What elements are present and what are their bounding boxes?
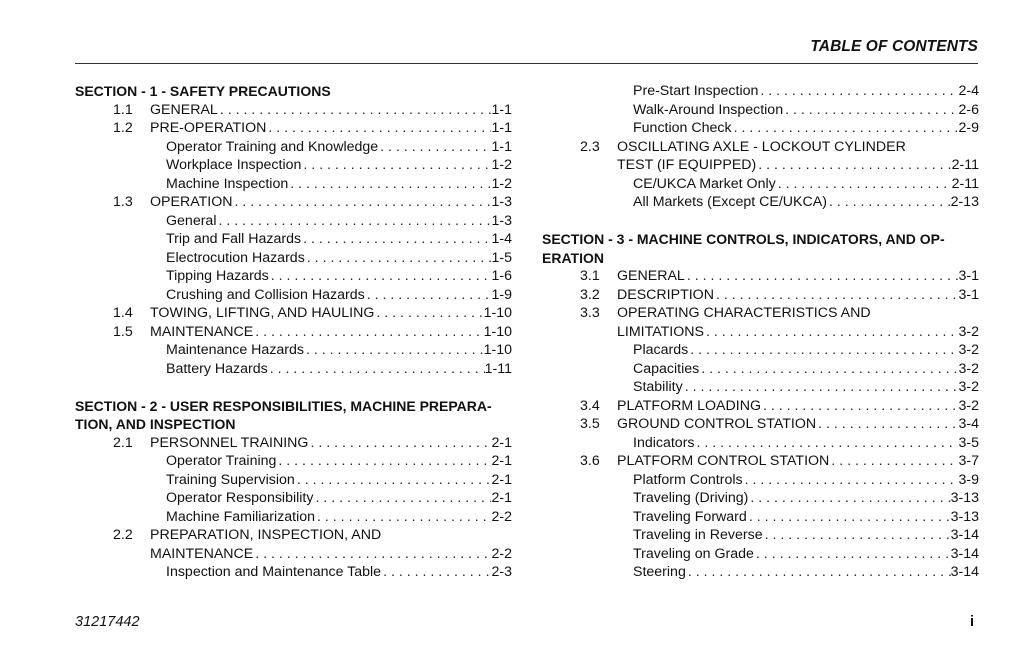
toc-entry-number: 3.3 [580, 305, 600, 321]
toc-entry-body [633, 82, 979, 101]
toc-entry-page: 2-1 [491, 453, 512, 469]
toc-entry-body [633, 563, 979, 582]
toc-entry-body [150, 545, 512, 564]
toc-entry-body [166, 286, 512, 305]
dot-leader [218, 101, 492, 120]
toc-entry-title: Maintenance Hazards [166, 342, 305, 358]
toc-entry-page: 3-2 [958, 360, 979, 377]
toc-entry-page: 2-1 [491, 434, 512, 451]
toc-entry-page: 3-2 [958, 379, 979, 395]
dot-leader [683, 378, 959, 397]
section-2-heading[interactable] [75, 397, 512, 434]
toc-entry-title: OSCILLATING AXLE - LOCKOUT CYLINDER [617, 138, 906, 155]
toc-entry-title: Stability [633, 379, 683, 395]
toc-entry-page: 3-9 [958, 471, 979, 488]
toc-entry-number: 1.2 [113, 120, 133, 136]
toc-entry[interactable] [542, 304, 979, 323]
dot-leader [695, 434, 959, 453]
toc-entry-title: Traveling in Reverse [633, 527, 763, 543]
toc-entry-body [166, 138, 512, 157]
toc-entry[interactable] [75, 545, 512, 564]
toc-entry-title: PERSONNEL TRAINING [150, 434, 309, 451]
toc-entry-body [633, 545, 979, 564]
toc-entry[interactable] [75, 434, 512, 453]
toc-entry-body [617, 323, 979, 342]
toc-entry[interactable] [542, 267, 979, 286]
toc-entry-title: PRE-OPERATION [150, 120, 267, 136]
toc-entry-page: 2-2 [491, 545, 512, 562]
toc-entry[interactable] [75, 304, 512, 323]
toc-entry-body [166, 508, 512, 527]
dot-leader [315, 508, 491, 527]
toc-entry[interactable] [542, 415, 979, 434]
toc-entry-body [166, 452, 512, 471]
dot-leader [748, 489, 950, 508]
page-number: i [969, 614, 974, 630]
toc-entry-page: 2-2 [491, 508, 512, 525]
toc-entry-title: Crushing and Collision Hazards [166, 286, 365, 303]
toc-entry-body [633, 101, 979, 120]
toc-entry-page: 3-5 [958, 434, 979, 451]
toc-entry-title: Capacities [633, 360, 700, 377]
toc-entry-number: 3.4 [580, 397, 600, 414]
dot-leader [829, 452, 958, 471]
toc-entry-title: Trip and Fall Hazards [166, 231, 302, 247]
dot-leader [308, 434, 491, 453]
toc-entry[interactable] [542, 397, 979, 416]
toc-entry-page: 3-1 [958, 268, 979, 284]
toc-entry-page: 3-2 [958, 342, 979, 358]
dot-leader [761, 397, 958, 416]
dot-leader [758, 82, 958, 101]
toc-entry-page: 3-2 [958, 397, 979, 414]
toc-entry-body [617, 397, 979, 416]
dot-leader [216, 212, 491, 231]
toc-entry-title: Machine Familiarization [166, 508, 316, 525]
dot-leader [301, 230, 491, 249]
toc-entry-page: 3-14 [950, 545, 979, 562]
toc-entry[interactable] [542, 545, 979, 564]
document-number: 31217442 [75, 614, 140, 630]
toc-entry-body [150, 193, 512, 212]
toc-entry[interactable] [75, 267, 512, 286]
section-3-heading[interactable] [542, 230, 979, 267]
dot-leader [313, 489, 491, 508]
toc-entry-title: OPERATION [150, 194, 233, 210]
toc-entry-body [166, 175, 512, 194]
toc-entry-body [150, 434, 512, 453]
toc-entry-title: All Markets (Except CE/UKCA) [633, 194, 827, 210]
section-3-entries [542, 267, 979, 582]
section-3-heading-line1: SECTION - 3 - MACHINE CONTROLS, INDICATORS, AND OP- [542, 231, 945, 247]
toc-entry-number: 3.5 [580, 416, 600, 432]
toc-entry[interactable] [75, 119, 512, 138]
toc-entry-title: Steering [633, 564, 686, 580]
toc-entry[interactable] [75, 193, 512, 212]
toc-entry-page: 3-13 [950, 508, 979, 525]
toc-entry-page: 1-1 [491, 138, 512, 155]
toc-entry-body [633, 434, 979, 453]
toc-entry-title: Function Check [633, 120, 732, 136]
toc-entry-title: Platform Controls [633, 471, 743, 488]
toc-entry-page: 1-3 [491, 212, 512, 229]
dot-leader [732, 119, 959, 138]
section-2-entries [75, 434, 512, 582]
dot-leader [295, 471, 492, 490]
toc-entry[interactable] [542, 286, 979, 305]
toc-entry-number: 1.5 [113, 323, 133, 340]
toc-entry-body [633, 119, 979, 138]
section-3-heading-line2: ERATION [542, 249, 604, 266]
section-1-heading[interactable]: SECTION - 1 - SAFETY PRECAUTIONS [75, 83, 331, 99]
toc-entry-title: CE/UKCA Market Only [633, 175, 776, 192]
toc-entry-title: Training Supervision [166, 471, 295, 488]
toc-entry[interactable] [542, 471, 979, 490]
toc-entry-title: Electrocution Hazards [166, 249, 305, 266]
dot-leader [266, 119, 491, 138]
dot-leader [374, 304, 483, 323]
toc-entry[interactable] [75, 230, 512, 249]
toc-entry-title: PLATFORM CONTROL STATION [617, 453, 830, 469]
toc-entry-page: 2-4 [958, 83, 979, 99]
toc-entry-title: PLATFORM LOADING [617, 397, 761, 414]
toc-entry-number: 1.3 [113, 194, 133, 210]
toc-entry[interactable] [75, 563, 512, 582]
toc-entry-title: GENERAL [617, 268, 685, 284]
toc-entry[interactable] [542, 378, 979, 397]
dot-leader [827, 193, 951, 212]
dot-leader [783, 101, 958, 120]
dot-leader [253, 323, 483, 342]
toc-entry-body [166, 156, 512, 175]
toc-entry-body [166, 563, 512, 582]
toc-entry-page: 1-10 [483, 305, 512, 321]
dot-leader [743, 471, 959, 490]
toc-entry[interactable] [542, 101, 979, 120]
toc-entry-title: Pre-Start Inspection [633, 83, 759, 99]
toc-entry-title: MAINTENANCE [150, 323, 254, 340]
dot-leader [378, 138, 491, 157]
toc-entry[interactable] [75, 471, 512, 490]
dot-leader [233, 193, 492, 212]
toc-entry-page: 1-2 [491, 157, 512, 173]
toc-entry[interactable] [542, 563, 979, 582]
toc-entry[interactable] [542, 341, 979, 360]
toc-entry-page: 2-6 [958, 101, 979, 118]
toc-entry[interactable] [542, 452, 979, 471]
dot-leader [776, 175, 952, 194]
toc-entry-title: MAINTENANCE [150, 545, 254, 562]
toc-entry-body [150, 101, 512, 120]
toc-entry-number: 2.1 [113, 434, 133, 451]
toc-entry[interactable] [75, 138, 512, 157]
toc-entry-title: Traveling Forward [633, 508, 747, 525]
toc-entry-title: Walk-Around Inspection [633, 101, 784, 118]
toc-entry-body [633, 341, 979, 360]
toc-entry-number: 3.1 [580, 268, 600, 284]
toc-entry-number: 1.4 [113, 305, 133, 321]
toc-entry-page: 1-2 [491, 175, 512, 192]
toc-entry-page: 3-2 [958, 323, 979, 340]
toc-entry-title: Traveling (Driving) [633, 490, 749, 506]
dot-leader [763, 526, 951, 545]
toc-entry-page: 1-9 [491, 286, 512, 303]
dot-leader [685, 267, 959, 286]
dot-leader [714, 286, 959, 305]
section-2-heading-line1: SECTION - 2 - USER RESPONSIBILITIES, MACHINE PREPARA- [75, 397, 492, 414]
toc-entry-page: 1-6 [491, 268, 512, 284]
toc-entry-body [166, 230, 512, 249]
toc-entry[interactable] [542, 434, 979, 453]
toc-entry-title: TOWING, LIFTING, AND HAULING [150, 305, 375, 321]
toc-entry[interactable] [542, 323, 979, 342]
toc-entry-page: 2-13 [950, 194, 979, 210]
toc-entry-body [633, 508, 979, 527]
dot-leader [301, 156, 491, 175]
dot-leader [686, 563, 951, 582]
toc-entry[interactable] [542, 138, 979, 157]
toc-entry-body [166, 360, 512, 379]
toc-entry-page: 2-9 [958, 120, 979, 136]
toc-entry-title: OPERATING CHARACTERISTICS AND [617, 305, 871, 321]
toc-entry-page: 3-4 [958, 416, 979, 432]
toc-entry[interactable] [75, 508, 512, 527]
toc-entry-body [150, 304, 512, 323]
toc-entry-title: Workplace Inspection [166, 157, 302, 173]
dot-leader [365, 286, 492, 305]
toc-entry-title: Machine Inspection [166, 175, 289, 192]
toc-entry-body [633, 193, 979, 212]
toc-entry-number: 2.2 [113, 527, 133, 543]
toc-entry-title: Placards [633, 342, 689, 358]
dot-leader [268, 360, 485, 379]
toc-entry[interactable] [542, 508, 979, 527]
toc-entry-page: 2-3 [491, 564, 512, 580]
dot-leader [704, 323, 959, 342]
dot-leader [305, 249, 492, 268]
toc-entry[interactable] [75, 341, 512, 360]
toc-right-column [542, 82, 979, 582]
toc-entry-body [617, 452, 979, 471]
toc-entry-page: 1-1 [491, 120, 512, 136]
page-header-title: TABLE OF CONTENTS [810, 38, 978, 55]
toc-entry-title: TEST (IF EQUIPPED) [617, 157, 757, 173]
dot-leader [269, 267, 492, 286]
toc-entry[interactable] [542, 489, 979, 508]
toc-entry-body [617, 156, 979, 175]
toc-entry-body [166, 471, 512, 490]
dot-leader [754, 545, 951, 564]
toc-entry-page: 2-1 [491, 490, 512, 506]
toc-entry-body [150, 119, 512, 138]
toc-entry[interactable] [75, 101, 512, 120]
toc-entry-body [166, 267, 512, 286]
toc-entry-page: 2-11 [951, 175, 979, 192]
toc-entry[interactable] [75, 360, 512, 379]
toc-entry-page: 1-3 [491, 194, 512, 210]
toc-entry[interactable] [75, 212, 512, 231]
toc-entry-number: 3.6 [580, 453, 600, 469]
section-2-entries-continued [542, 82, 979, 212]
toc-entry-title: PREPARATION, INSPECTION, AND [150, 527, 382, 543]
toc-entry-title: Battery Hazards [166, 360, 268, 377]
toc-entry-page: 2-11 [951, 157, 979, 173]
toc-entry-title: DESCRIPTION [617, 286, 714, 303]
toc-entry[interactable] [542, 193, 979, 212]
toc-entry-body [166, 212, 512, 231]
toc-entry-body [633, 360, 979, 379]
toc-entry[interactable] [542, 526, 979, 545]
toc-entry-body [633, 378, 979, 397]
toc-entry[interactable] [542, 156, 979, 175]
toc-entry-page: 1-11 [484, 360, 512, 377]
toc-entry-number: 2.3 [580, 138, 600, 155]
toc-entry-title: Operator Responsibility [166, 490, 314, 506]
toc-entry-page: 3-7 [958, 453, 979, 469]
dot-leader [253, 545, 491, 564]
dot-leader [276, 452, 491, 471]
toc-entry-title: Inspection and Maintenance Table [166, 564, 382, 580]
toc-entry-body [633, 175, 979, 194]
toc-entry-page: 1-10 [483, 323, 512, 340]
toc-entry[interactable] [75, 249, 512, 268]
dot-leader [288, 175, 491, 194]
toc-entry-title: GENERAL [150, 101, 218, 118]
toc-entry[interactable] [75, 452, 512, 471]
toc-entry-page: 3-13 [950, 490, 979, 506]
toc-entry-body [633, 526, 979, 545]
toc-entry-title: LIMITATIONS [617, 323, 704, 340]
toc-entry[interactable] [75, 323, 512, 342]
dot-leader [756, 156, 951, 175]
toc-entry-title: Operator Training [166, 453, 277, 469]
toc-entry-body [166, 341, 512, 360]
toc-entry-page: 1-10 [483, 342, 512, 358]
toc-entry-page: 1-5 [491, 249, 512, 266]
toc-left-column [75, 82, 512, 582]
dot-leader [816, 415, 958, 434]
toc-entry[interactable] [542, 119, 979, 138]
dot-leader [304, 341, 484, 360]
toc-entry-page: 1-4 [491, 231, 512, 247]
toc-entry[interactable] [75, 526, 512, 545]
dot-leader [747, 508, 951, 527]
toc-entry-page: 2-1 [491, 471, 512, 488]
section-2-heading-line2: TION, AND INSPECTION [75, 416, 236, 432]
toc-entry-page: 3-1 [958, 286, 979, 303]
toc-entry-title: GROUND CONTROL STATION [617, 416, 817, 432]
dot-leader [381, 563, 491, 582]
toc-entry-page: 1-1 [491, 101, 512, 118]
toc-entry-title: Traveling on Grade [633, 545, 754, 562]
toc-entry[interactable] [75, 489, 512, 508]
toc-entry-body [166, 489, 512, 508]
toc-entry-title: Tipping Hazards [166, 268, 269, 284]
toc-entry-page: 3-14 [950, 527, 979, 543]
toc-entry[interactable] [542, 360, 979, 379]
header-divider [75, 63, 978, 64]
toc-entry-body [617, 267, 979, 286]
toc-entry[interactable] [542, 175, 979, 194]
toc-entry-number: 1.1 [113, 101, 133, 118]
toc-entry-body [150, 323, 512, 342]
toc-entry-title: General [166, 212, 217, 229]
toc-entry[interactable] [542, 82, 979, 101]
toc-entry[interactable] [75, 156, 512, 175]
toc-entry-title: Indicators [633, 434, 695, 451]
toc-entry[interactable] [75, 286, 512, 305]
toc-entry-body [617, 415, 979, 434]
toc-entry-body [617, 286, 979, 305]
toc-entry-title: Operator Training and Knowledge [166, 138, 379, 155]
dot-leader [688, 341, 958, 360]
toc-entry-number: 3.2 [580, 286, 600, 303]
toc-entry-body [633, 471, 979, 490]
toc-entry-body [166, 249, 512, 268]
toc-entry-page: 3-14 [950, 564, 979, 580]
section-1-entries [75, 101, 512, 379]
toc-entry[interactable] [75, 175, 512, 194]
dot-leader [699, 360, 958, 379]
toc-entry-body [633, 489, 979, 508]
